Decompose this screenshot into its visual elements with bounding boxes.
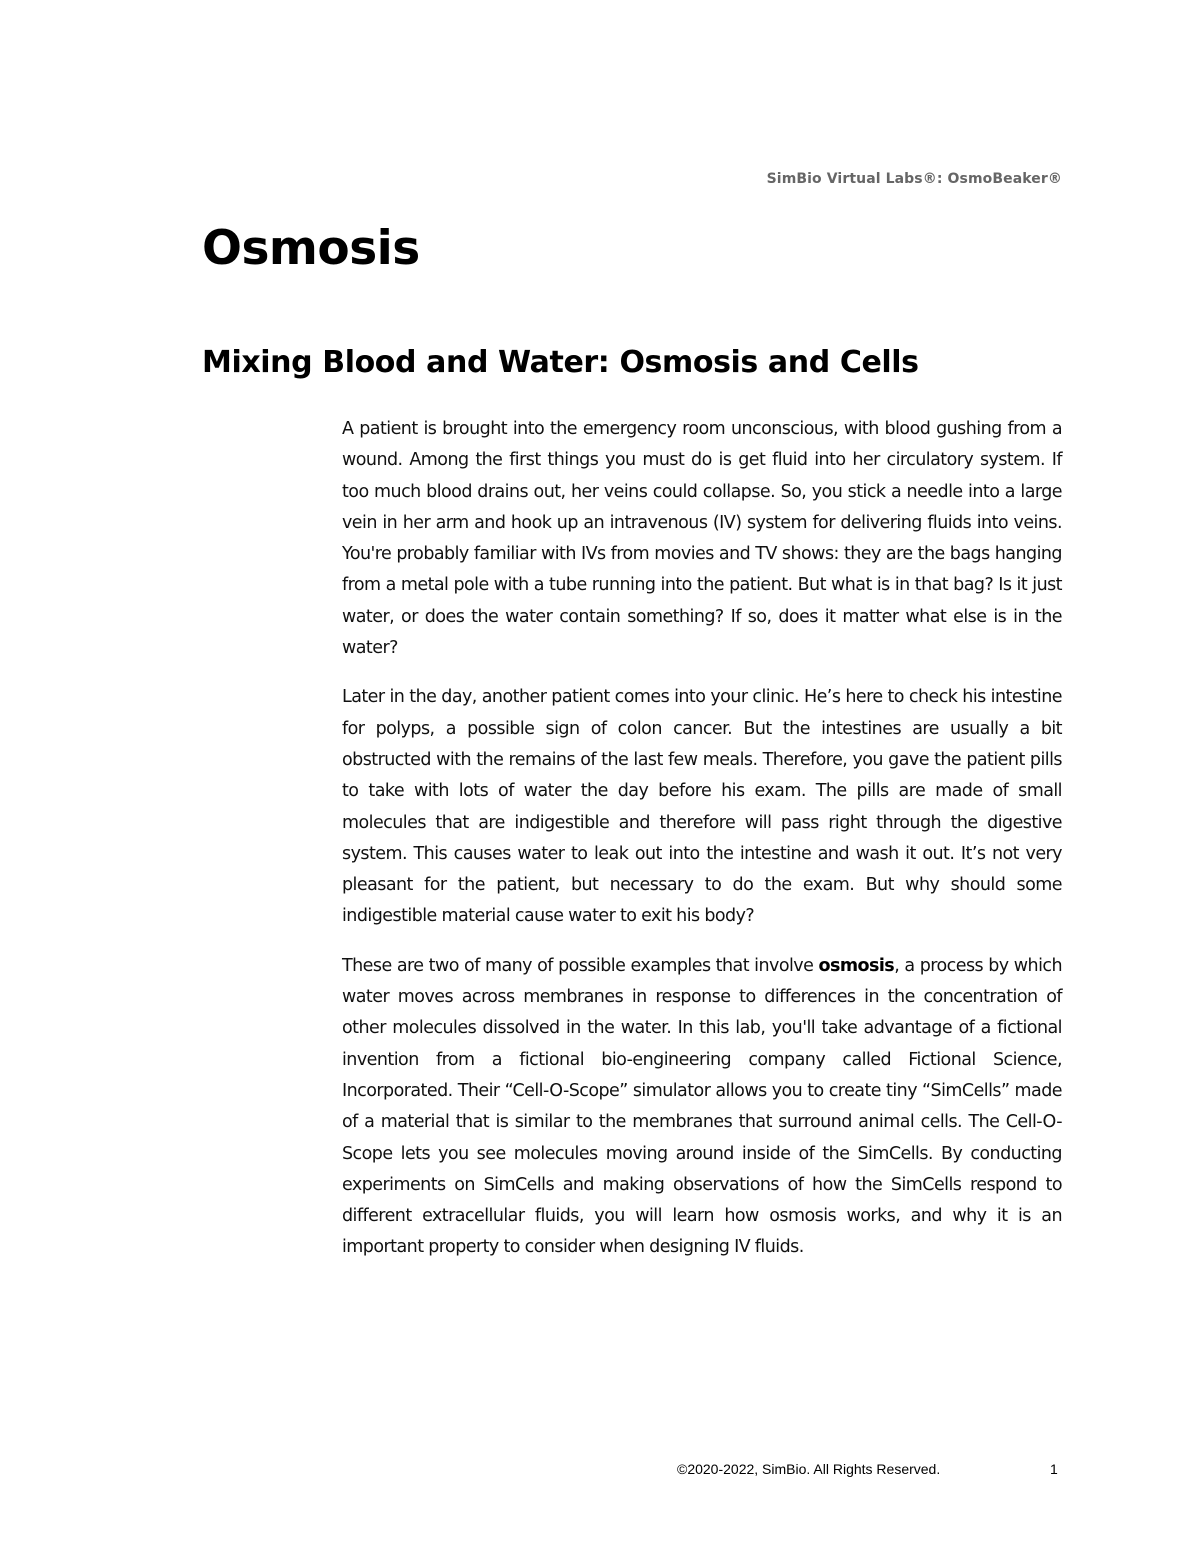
body-text (342, 414, 1062, 1282)
paragraph-intestine-patient: Later in the day, another patient comes into your clinic. He’s here to check his intestine for polyps, a possible sign of colon cancer. But the intestines are usually a bit obstructed with the remains of the last few meals. Therefore, you gave the patient pills to take with lots of water the day before his exam. The pills are made of small molecules that are indigestible and therefore will pass right through the digestive system. This causes water to leak out into the intestine and wash it out. It’s not very pleasant for the patient, but necessary to do the exam. But why should some indigestible material cause water to exit his body? (342, 687, 1062, 927)
page-number: 1 (1050, 1461, 1058, 1477)
paragraph-osmosis-intro-rest: , a process by which water moves across membranes in response to differences in the concentration of other molecules dissolved in the water. In this lab, you'll take advantage of a fictional invention from a fictional bio-engineering company called Fictional Science, Incorporated. Their “Cell-O-Scope” simulator allows you to create tiny “SimCells” made of a material that is similar to the membranes that surround animal cells. The Cell-O-Scope lets you see molecules moving around inside of the SimCells. By conducting experiments on SimCells and making observations of how the SimCells respond to different extracellular fluids, you will learn how osmosis works, and why it is an important property to consider when designing IV fluids. (342, 955, 1063, 1258)
footer-copyright: ©2020-2022, SimBio. All Rights Reserved. (677, 1461, 941, 1477)
paragraph-osmosis-intro (342, 951, 1062, 1264)
paragraph-iv-patient: A patient is brought into the emergency room unconscious, with blood gushing from a wound. Among the first things you must do is get fluid into her circulatory system. If too much blood drains out, her veins could collapse. So, you stick a needle into a large vein in her arm and hook up an intravenous (IV) system for delivering fluids into veins. You're probably familiar with IVs from movies and TV shows: they are the bags hanging from a metal pole with a tube running into the patient. But what is in that bag? Is it just water, or does the water contain something? If so, does it matter what else is in the water? (342, 419, 1062, 659)
page-title: Osmosis (202, 221, 420, 276)
paragraph-osmosis-intro-start: These are two of many of possible examples that involve (342, 955, 819, 976)
osmosis-term: osmosis (818, 955, 895, 976)
running-header: SimBio Virtual Labs®: OsmoBeaker® (766, 171, 1062, 187)
section-heading: Mixing Blood and Water: Osmosis and Cells (202, 345, 919, 380)
